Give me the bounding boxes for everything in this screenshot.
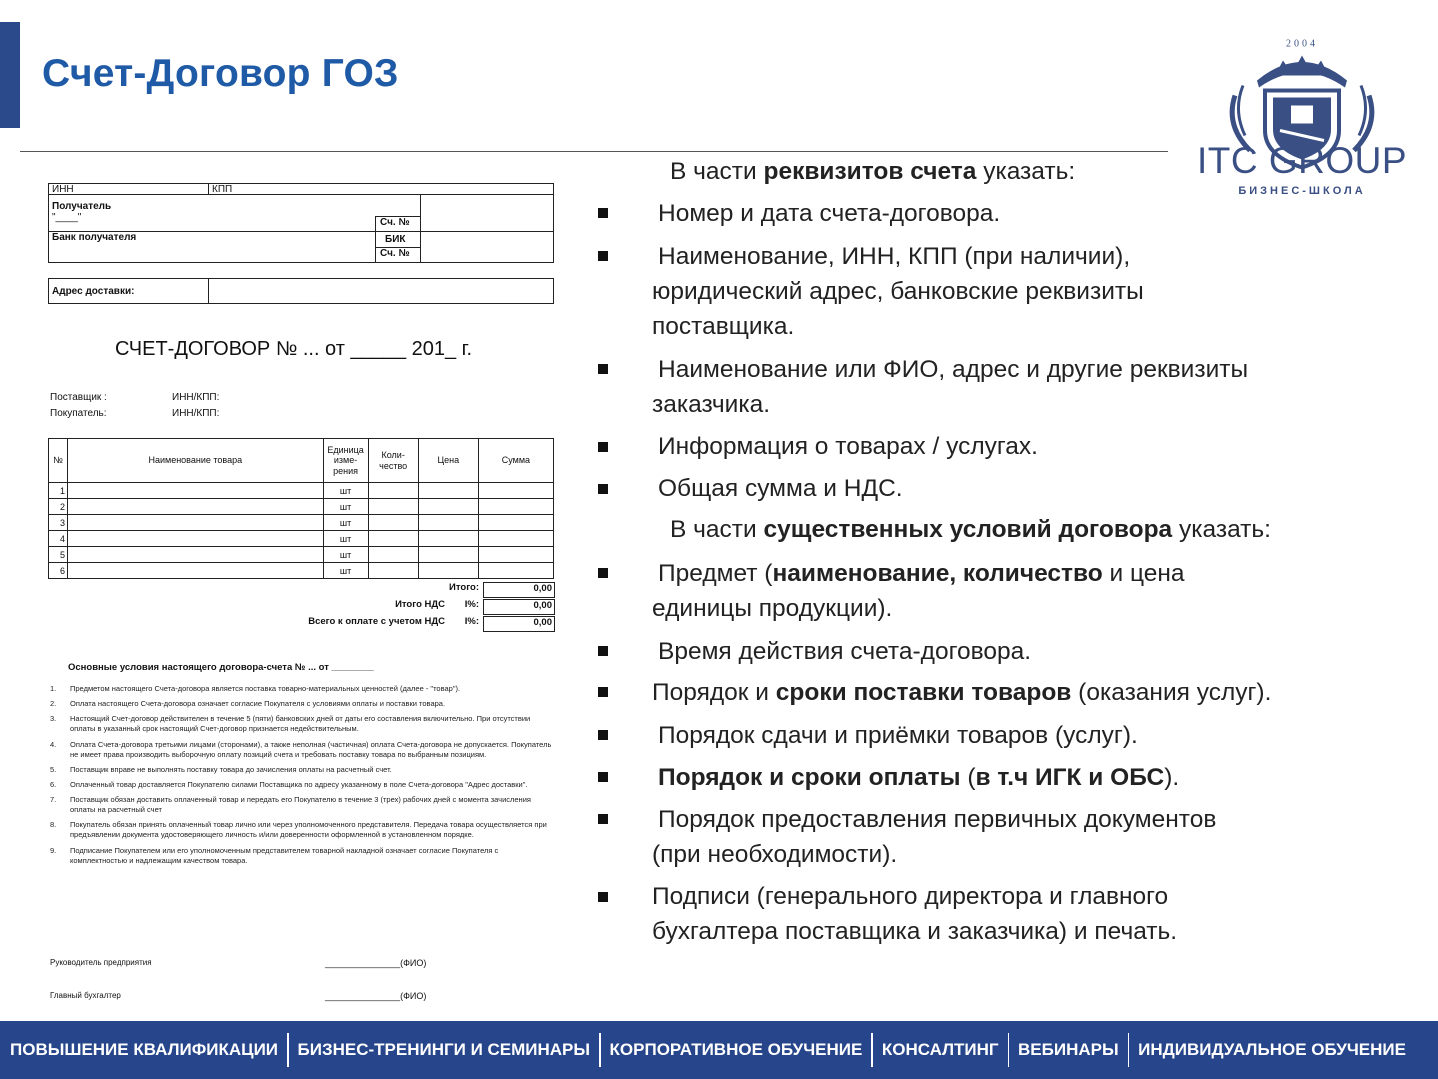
col-header: Сумма xyxy=(478,439,553,483)
list-item: 8. Покупатель обязан принять оплаченный товар лично или через уполномоченного представителя. Передача товара осуществляется при предъявлении документа удостоверяющего личность и/или доверенности оформленной в установленном порядке. xyxy=(50,820,547,840)
list-item: Порядок и сроки оплаты (в т.ч ИГК и ОБС). xyxy=(658,764,1180,791)
list-item: 3. Настоящий Счет-договор действителен в течение 5 (пяти) банковских дней от даты его составления включительно. При отсутствии оплаты в указанный срок настоящий Счет-договор признается недействительным. xyxy=(50,714,531,734)
list-item: Общая сумма и НДС. xyxy=(658,475,903,502)
footer-link-consulting[interactable]: КОНСАЛТИНГ xyxy=(881,1040,999,1059)
footer-link-qualification[interactable]: ПОВЫШЕНИЕ КВАЛИФИКАЦИИ xyxy=(10,1040,279,1059)
total-value: 0,00 xyxy=(483,582,555,598)
supplier-innkpp: ИНН/КПП: xyxy=(172,392,220,403)
total-label: Итого: xyxy=(449,582,479,593)
conditions-title: Основные условия настоящего договора-счета № ... от ________ xyxy=(68,662,374,673)
totals-block xyxy=(240,582,555,634)
logo-subtitle: БИЗНЕС-ШКОЛА xyxy=(1238,185,1366,197)
title-accent-bar xyxy=(0,22,20,128)
list-item: 9. Подписание Покупателем или его уполномоченным представителем товарной накладной означает согласие Покупателя с комплектностью и надлежащим качеством товара. xyxy=(50,845,499,865)
footer-link-individual[interactable]: ИНДИВИДУАЛЬНОЕ ОБУЧЕНИЕ xyxy=(1138,1040,1406,1059)
conditions-list xyxy=(50,684,555,871)
col-header: Цена xyxy=(418,439,478,483)
accountant-label: Главный бухгалтер xyxy=(50,991,121,1000)
list-item: 6. Оплаченный товар доставляется Покупателю силами Поставщика по адресу указанному в поле Счета-договора "Адрес доставки". xyxy=(50,779,528,789)
list-item: Номер и дата счета-договора. xyxy=(658,200,1001,227)
list-item: 1. Предметом настоящего Счета-договора является поставка товарно-материальных ценностей (далее - "товар"). xyxy=(50,684,461,693)
list-item: 4. Оплата Счета-договора третьими лицами (сторонами), а также неполная (частичная) оплата Счета-договора не допускается. Покупатель не имеет права производить выборочную оплату позиций счета и требовать поставку товара по выбранным позициям. xyxy=(50,739,552,759)
col-header: Коли-чество xyxy=(368,439,418,483)
col-header: Единица изме-рения xyxy=(323,439,368,483)
list-item: 2. Оплата настоящего Счета-договора означает согласие Покупателя с условиями оплаты и поставки товара. xyxy=(50,699,446,709)
table-row: 1 шт xyxy=(49,483,554,499)
grand-value: 0,00 xyxy=(483,616,555,632)
account2-label: Сч. № xyxy=(380,248,410,259)
footer-link-webinars[interactable]: ВЕБИНАРЫ xyxy=(1018,1040,1119,1059)
vat-value: 0,00 xyxy=(483,599,555,615)
list-item-cont: единицы продукции). xyxy=(652,595,893,622)
page-title: Счет-Договор ГОЗ xyxy=(42,52,399,95)
table-row: 5 шт xyxy=(49,547,554,563)
footer-link-corporate[interactable]: КОРПОРАТИВНОЕ ОБУЧЕНИЕ xyxy=(609,1040,863,1059)
grand-label: Всего к оплате с учетом НДС xyxy=(308,616,445,627)
director-label: Руководитель предприятия xyxy=(50,958,152,967)
list-item: Наименование или ФИО, адрес и другие реквизиты xyxy=(658,356,1249,383)
col-header: Наименование товара xyxy=(68,439,324,483)
list-item-cont: поставщика. xyxy=(652,313,795,340)
director-sign: _______________(ФИО) xyxy=(325,958,427,968)
list-item: 5. Поставщик вправе не выполнять поставку товара до зачисления оплаты на расчетный счет. xyxy=(50,764,392,774)
requisites-heading: В части реквизитов счета указать: xyxy=(670,158,1076,185)
list-item-cont: заказчика. xyxy=(652,391,771,418)
delivery-label: Адрес доставки: xyxy=(52,286,135,297)
doc-title: СЧЕТ-ДОГОВОР № ... от _____ 201_ г. xyxy=(115,338,473,360)
buyer-innkpp: ИНН/КПП: xyxy=(172,408,220,419)
grand-pct: I%: xyxy=(464,616,479,627)
footer-link-trainings[interactable]: БИЗНЕС-ТРЕНИНГИ И СЕМИНАРЫ xyxy=(297,1040,591,1059)
list-item: Предмет (наименование, количество и цена xyxy=(658,560,1185,587)
logo-year: 2004 xyxy=(1286,38,1318,50)
list-item-cont: бухгалтера поставщика и заказчика) и печать. xyxy=(652,918,1178,945)
list-item-cont: юридический адрес, банковские реквизиты xyxy=(652,278,1144,305)
list-item: Подписи (генерального директора и главного xyxy=(652,883,1169,910)
list-item: Информация о товарах / услугах. xyxy=(658,433,1038,460)
table-row: 6 шт xyxy=(49,563,554,579)
bik-label: БИК xyxy=(385,234,406,245)
list-item: Наименование, ИНН, КПП (при наличии), xyxy=(658,243,1131,270)
list-item: Время действия счета-договора. xyxy=(658,638,1032,665)
title-divider xyxy=(20,151,1168,152)
list-item-cont: (при необходимости). xyxy=(652,841,898,868)
inn-label: ИНН xyxy=(52,184,74,195)
list-item: Порядок и сроки поставки товаров (оказания услуг). xyxy=(652,679,1272,706)
requisites-box xyxy=(48,183,554,263)
vat-pct: I%: xyxy=(464,599,479,610)
footer-bar xyxy=(0,1021,1438,1079)
conditions-heading: В части существенных условий договора указать: xyxy=(670,516,1271,543)
list-item: Порядок предоставления первичных документов xyxy=(658,806,1217,833)
buyer-label: Покупатель: xyxy=(50,408,107,419)
table-row: 4 шт xyxy=(49,531,554,547)
list-item: Порядок сдачи и приёмки товаров (услуг). xyxy=(658,722,1138,749)
bank-label: Банк получателя xyxy=(52,232,137,243)
list-item: 7. Поставщик обязан доставить оплаченный товар и передать его Покупателю в течение 3 (трех) рабочих дней с момента зачисления оплаты на расчетный счет xyxy=(50,795,531,815)
accountant-sign: _______________(ФИО) xyxy=(325,991,427,1001)
table-row: 2 шт xyxy=(49,499,554,515)
recipient-quote: "____" xyxy=(52,212,82,223)
kpp-label: КПП xyxy=(212,184,233,195)
account-label: Сч. № xyxy=(380,217,410,228)
recipient-label: Получатель xyxy=(52,201,112,212)
vat-label: Итого НДС xyxy=(395,599,445,610)
col-header: № xyxy=(49,439,68,483)
items-table xyxy=(48,438,554,579)
table-row: 3 шт xyxy=(49,515,554,531)
supplier-label: Поставщик : xyxy=(50,392,107,403)
logo-name: ITC GROUP xyxy=(1196,140,1408,181)
